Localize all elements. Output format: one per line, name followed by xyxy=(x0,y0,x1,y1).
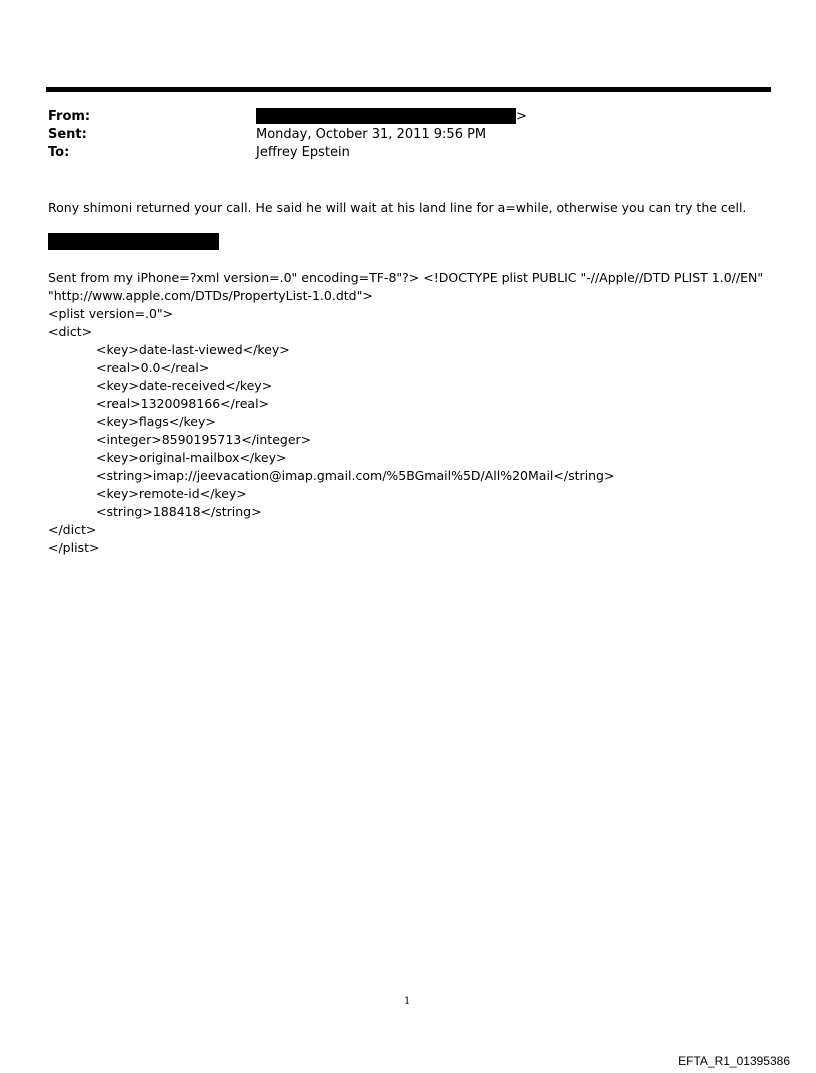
to-value: Jeffrey Epstein xyxy=(256,145,350,160)
plist-line: <integer>8590195713</integer> xyxy=(96,432,312,447)
plist-line: </plist> xyxy=(48,540,100,555)
to-label: To: xyxy=(48,145,70,160)
document-id: EFTA_R1_01395386 xyxy=(678,1054,790,1068)
plist-line: Sent from my iPhone=?xml version=.0" encoding=TF-8"?> <!DOCTYPE plist PUBLIC "-//Apple//DTD PLIST 1.0//EN" xyxy=(48,270,764,285)
plist-line: <key>date-received</key> xyxy=(96,378,273,393)
sent-value: Monday, October 31, 2011 9:56 PM xyxy=(256,127,487,142)
plist-line: <dict> xyxy=(48,324,93,339)
redacted-signature xyxy=(48,233,219,250)
plist-line: </dict> xyxy=(48,522,97,537)
plist-line: <real>0.0</real> xyxy=(96,360,210,375)
plist-line: <key>remote-id</key> xyxy=(96,486,247,501)
plist-line: <string>imap://jeevacation@imap.gmail.com/%5BGmail%5D/All%20Mail</string> xyxy=(96,468,615,483)
plist-line: <key>date-last-viewed</key> xyxy=(96,342,290,357)
from-suffix: > xyxy=(516,109,527,124)
header-rule xyxy=(46,87,771,92)
plist-line: "http://www.apple.com/DTDs/PropertyList-1.0.dtd"> xyxy=(48,288,373,303)
plist-line: <string>188418</string> xyxy=(96,504,262,519)
plist-line: <real>1320098166</real> xyxy=(96,396,270,411)
page-number: 1 xyxy=(404,996,411,1007)
redacted-sender xyxy=(256,108,516,124)
plist-line: <key>flags</key> xyxy=(96,414,216,429)
from-label: From: xyxy=(48,109,91,124)
plist-line: <plist version=.0"> xyxy=(48,306,174,321)
sent-label: Sent: xyxy=(48,127,87,142)
message-text: Rony shimoni returned your call. He said he will wait at his land line for a=while, otherwise you can try the cell. xyxy=(48,200,747,215)
plist-line: <key>original-mailbox</key> xyxy=(96,450,287,465)
